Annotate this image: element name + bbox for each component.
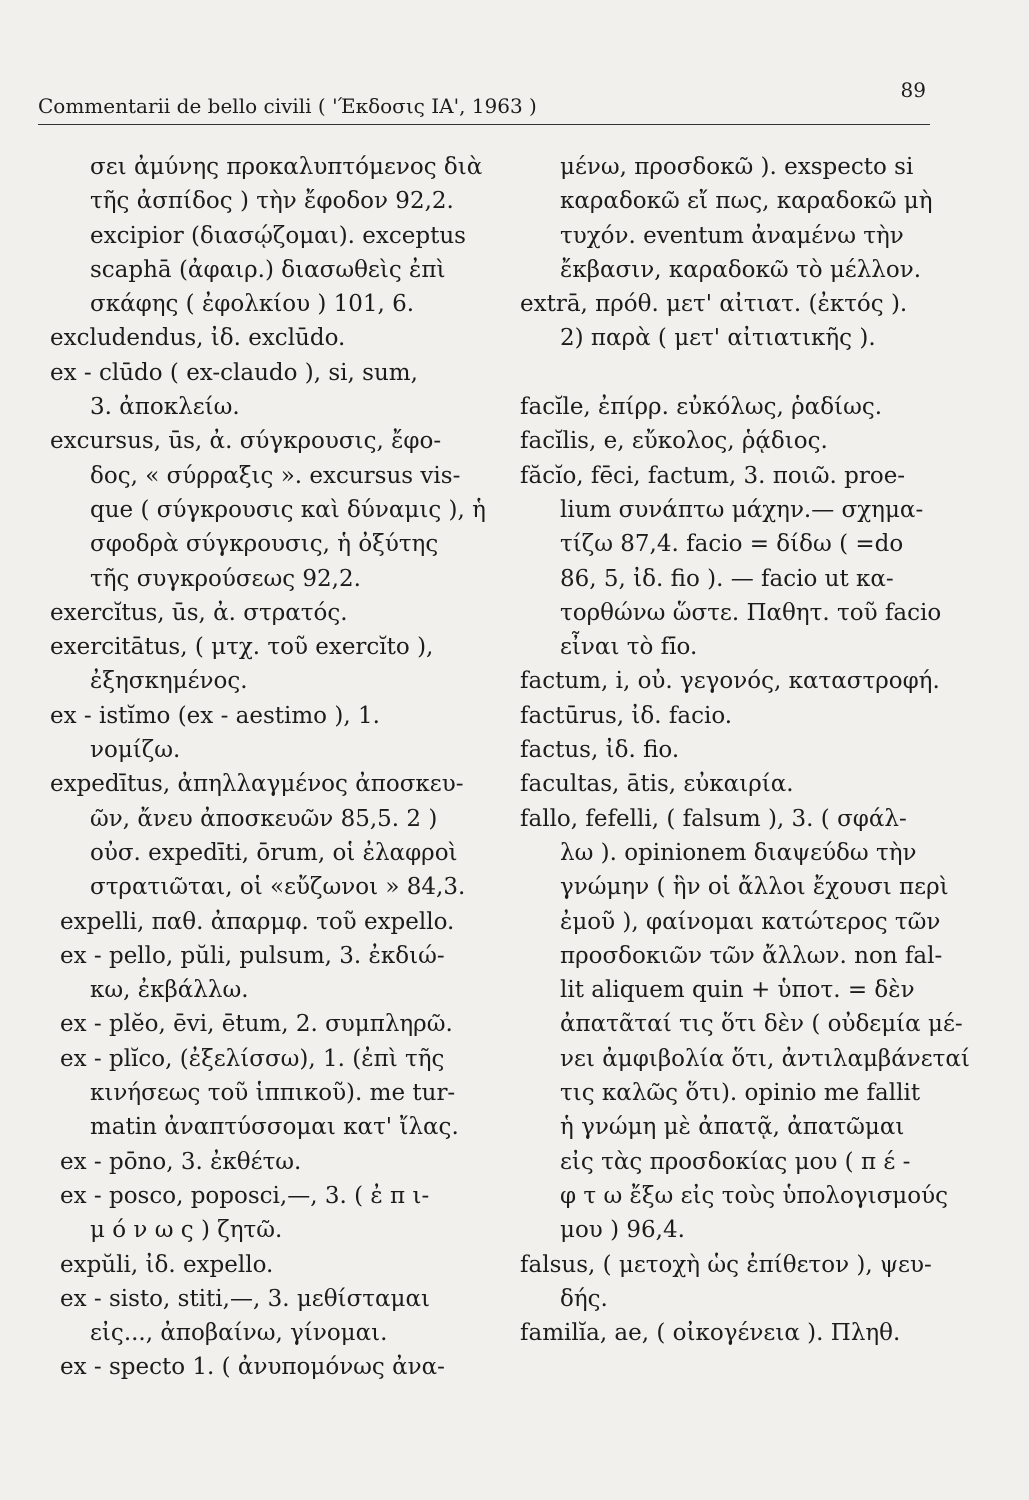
dictionary-line: ex - posco, poposci,—, 3. ( ἐ π ι- <box>60 1182 430 1209</box>
dictionary-line: ex - istĭmo (ex - aestimo ), 1. <box>50 702 380 729</box>
dictionary-line: φ τ ω ἔξω εἰς τοὺς ὑπολογισμούς <box>560 1182 948 1209</box>
dictionary-line: τῆς ἀσπίδος ) τὴν ἔφοδον 92,2. <box>90 188 454 215</box>
dictionary-line: 86, 5, ἰδ. fio ). — facio ut κα- <box>560 565 894 592</box>
dictionary-line: νομίζω. <box>90 737 181 764</box>
dictionary-line: exercitātus, ( μτχ. τοῦ exercĭto ), <box>50 634 434 661</box>
dictionary-line: fallo, fefelli, ( falsum ), 3. ( σφάλ- <box>520 805 907 832</box>
dictionary-line: lium συνάπτω μάχην.— σχημα- <box>560 496 924 523</box>
dictionary-line: ἀπατᾶταί τις ὅτι δὲν ( οὐδεμία μέ- <box>560 1011 963 1038</box>
dictionary-line: expelli, παθ. ἀπαρμφ. τοῦ expello. <box>60 908 455 935</box>
left-column <box>50 150 502 1385</box>
dictionary-line: μ ό ν ω ς ) ζητῶ. <box>90 1217 283 1244</box>
dictionary-line: τορθώνω ὥστε. Παθητ. τοῦ facio <box>560 599 942 626</box>
dictionary-line: ex - pello, pŭli, pulsum, 3. ἐκδιώ- <box>60 942 445 969</box>
dictionary-line: factūrus, ἰδ. facio. <box>520 702 733 729</box>
dictionary-line: extrā, πρόθ. μετ' αἰτιατ. (ἐκτός ). <box>520 291 908 318</box>
dictionary-line: σκάφης ( ἐφολκίου ) 101, 6. <box>90 291 415 318</box>
dictionary-line: νει ἀμφιβολία ὅτι, ἀντιλαμβάνεταί <box>560 1045 970 1072</box>
dictionary-line: κινήσεως τοῦ ἱππικοῦ). me tur- <box>90 1080 456 1107</box>
dictionary-line: εἰς..., ἀποβαίνω, γίνομαι. <box>90 1320 388 1347</box>
dictionary-line: λω ). opinionem διαψεύδω τὴν <box>560 839 917 866</box>
dictionary-line: δος, « σύρραξις ». excursus vis- <box>90 462 461 489</box>
dictionary-line: ex - plĭco, (ἐξελίσσω), 1. (ἐπὶ τῆς <box>60 1045 445 1072</box>
dictionary-line: μου ) 96,4. <box>560 1217 685 1244</box>
dictionary-line: ex - pōno, 3. ἐκθέτω. <box>60 1148 302 1175</box>
dictionary-line: οὐσ. expedīti, ōrum, οἱ ἐλαφροὶ <box>90 839 458 866</box>
dictionary-line: facultas, ātis, εὐκαιρία. <box>520 771 794 798</box>
dictionary-line: ex - specto 1. ( ἀνυπομόνως ἀνα- <box>60 1354 445 1381</box>
dictionary-line: ex - sisto, stiti,—, 3. μεθίσταμαι <box>60 1285 431 1312</box>
dictionary-line: εἶναι τὸ fīo. <box>560 634 698 661</box>
dictionary-line: excludendus, ἰδ. exclūdo. <box>50 325 346 352</box>
dictionary-line: lit aliquem quin + ὑποτ. = δὲν <box>560 977 915 1004</box>
dictionary-line: facĭlis, e, εὔκολος, ῥᾴδιος. <box>520 428 828 455</box>
dictionary-line: facĭle, ἐπίρρ. εὐκόλως, ῥαδίως. <box>520 394 883 421</box>
header-title: Commentarii de bello civili ( 'Έκδοσις ΙΑ', 1963 ) <box>38 94 537 118</box>
dictionary-line: expŭli, ἰδ. expello. <box>60 1251 274 1278</box>
dictionary-line: τις καλῶς ὅτι). opinio me fallit <box>560 1080 921 1107</box>
dictionary-line: ἔκβασιν, καραδοκῶ τὸ μέλλον. <box>560 256 922 283</box>
dictionary-line: τίζω 87,4. facio = δίδω ( =do <box>560 531 904 558</box>
dictionary-line: făcĭo, fēci, factum, 3. ποιῶ. proe- <box>520 462 906 489</box>
running-header <box>38 78 930 125</box>
dictionary-line: que ( σύγκρουσις καὶ δύναμις ), ἡ <box>90 496 486 523</box>
dictionary-line: ἐξησκημένος. <box>90 668 248 695</box>
dictionary-line: matin ἀναπτύσσομαι κατ' ἴλας. <box>90 1114 459 1141</box>
dictionary-line: ex - plĕo, ēvi, ētum, 2. συμπληρῶ. <box>60 1011 453 1038</box>
dictionary-line: καραδοκῶ εἴ πως, καραδοκῶ μὴ <box>560 188 933 215</box>
dictionary-line: στρατιῶται, οἱ «εὔζωνοι » 84,3. <box>90 874 466 901</box>
dictionary-line: excipior (διασῴζομαι). exceptus <box>90 222 466 249</box>
dictionary-line: 2) παρὰ ( μετ' αἰτιατικῆς ). <box>560 325 876 352</box>
dictionary-line: 3. ἀποκλείω. <box>90 394 240 421</box>
dictionary-line: ἡ γνώμη μὲ ἀπατᾷ, ἀπατῶμαι <box>560 1114 905 1141</box>
dictionary-line: falsus, ( μετοχὴ ὡς ἐπίθετον ), ψευ- <box>520 1251 932 1278</box>
dictionary-line: exercĭtus, ūs, ἀ. στρατός. <box>50 599 348 626</box>
right-column <box>520 150 972 1350</box>
dictionary-line: κω, ἐκβάλλω. <box>90 977 249 1004</box>
dictionary-line: familĭa, ae, ( οἰκογένεια ). Πληθ. <box>520 1320 901 1347</box>
dictionary-line: τυχόν. eventum ἀναμένω τὴν <box>560 222 904 249</box>
dictionary-line: expedītus, ἀπηλλαγμένος ἀποσκευ- <box>50 771 464 798</box>
dictionary-line: σει ἀμύνης προκαλυπτόμενος διὰ <box>90 154 483 180</box>
dictionary-line: factus, ἰδ. fio. <box>520 737 680 764</box>
dictionary-line: σφοδρὰ σύγκρουσις, ἡ ὀξύτης <box>90 531 439 558</box>
dictionary-line: δής. <box>560 1285 608 1312</box>
dictionary-line: excursus, ūs, ἀ. σύγκρουσις, ἔφο- <box>50 428 442 455</box>
dictionary-line: ἐμοῦ ), φαίνομαι κατώτερος τῶν <box>560 908 941 935</box>
dictionary-line: ῶν, ἄνευ ἀποσκευῶν 85,5. 2 ) <box>90 805 438 832</box>
dictionary-line: scaphā (ἀφαιρ.) διασωθεὶς ἐπὶ <box>90 256 446 283</box>
dictionary-line: ex - clūdo ( ex-claudo ), si, sum, <box>50 359 418 386</box>
dictionary-line <box>520 356 972 390</box>
dictionary-line: γνώμην ( ἣν οἱ ἄλλοι ἔχουσι περὶ <box>560 874 949 901</box>
dictionary-line: προσδοκιῶν τῶν ἄλλων. non fal- <box>560 942 943 969</box>
dictionary-line: εἰς τὰς προσδοκίας μου ( π έ - <box>560 1148 911 1175</box>
dictionary-line: μένω, προσδοκῶ ). exspecto si <box>560 154 914 180</box>
dictionary-line: τῆς συγκρούσεως 92,2. <box>90 565 361 592</box>
dictionary-line: factum, i, οὐ. γεγονός, καταστροφή. <box>520 668 940 695</box>
page-number: 89 <box>900 78 926 102</box>
